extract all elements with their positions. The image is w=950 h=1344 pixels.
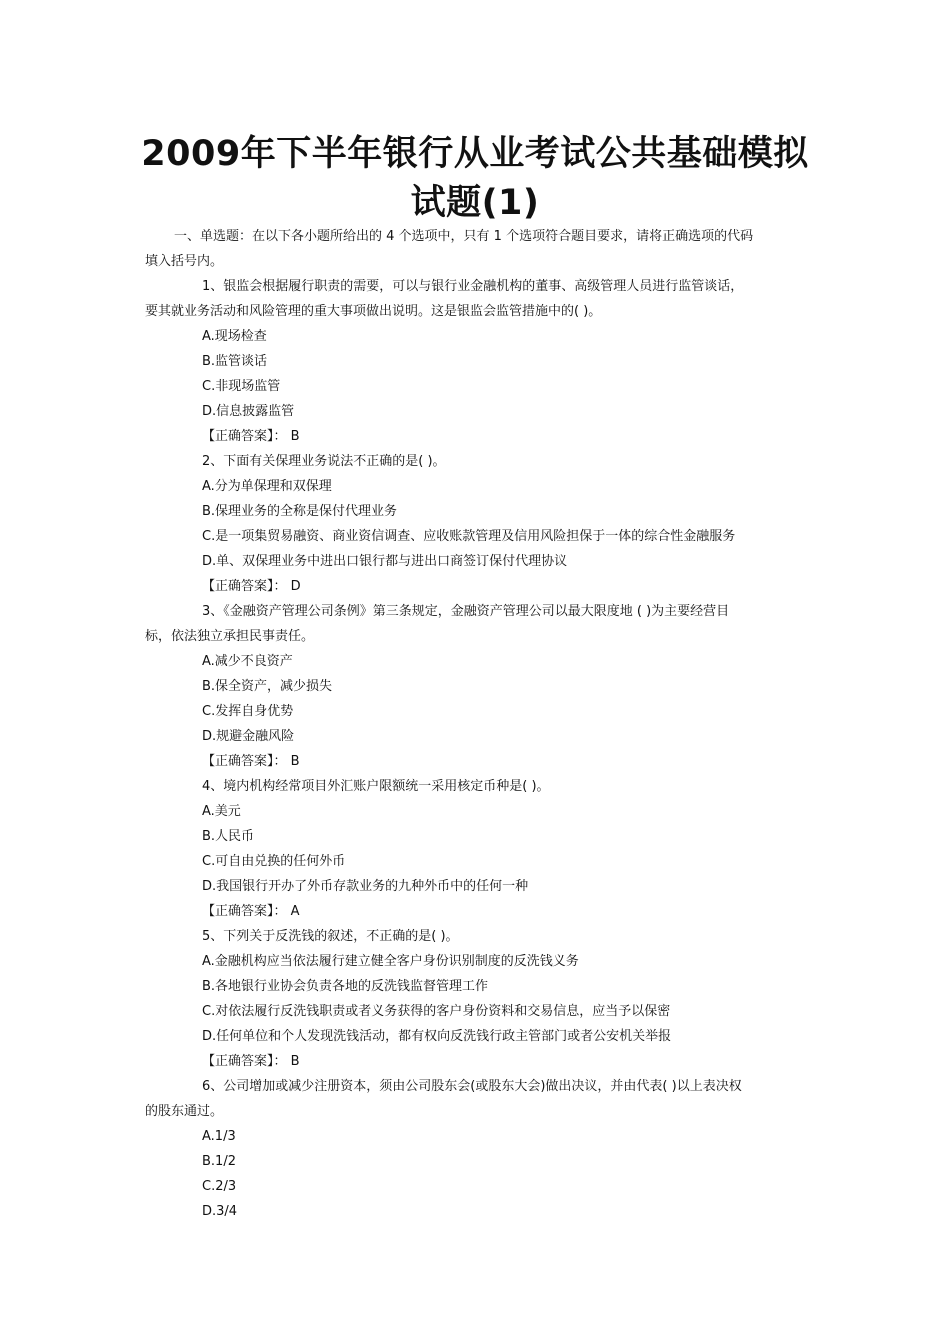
question-6-option-a: A.1/3 [202,1129,236,1144]
question-1-option-a: A.现场检查 [202,329,267,344]
question-3-option-d: D.规避金融风险 [202,729,295,744]
question-5-option-b: B.各地银行业协会负责各地的反洗钱监督管理工作 [202,979,489,994]
question-4-option-a: A.美元 [202,804,241,819]
question-2-option-a: A.分为单保理和双保理 [202,479,332,494]
question-6-option-b: B.1/2 [202,1154,236,1169]
question-3-line-2: 标，依法独立承担民事责任。 [145,629,315,644]
question-1-answer: 【正确答案】： B [202,429,300,444]
question-1-line-1: 1、银监会根据履行职责的需要，可以与银行业金融机构的董事、高级管理人员进行监管谈话， [202,279,744,294]
question-4-option-d: D.我国银行开办了外币存款业务的九种外币中的任何一种 [202,879,529,894]
question-1-option-b: B.监管谈话 [202,354,268,369]
question-1-line-2: 要其就业务活动和风险管理的重大事项做出说明。这是银监会监管措施中的( )。 [145,304,602,319]
question-3-line-1: 3、《金融资产管理公司条例》第三条规定，金融资产管理公司以最大限度地 ( )为主要经营目 [202,604,730,619]
instruction-line-1: 一、单选题：在以下各小题所给出的 4 个选项中，只有 1 个选项符合题目要求，请将正确选项的代码 [174,229,754,244]
question-6-line-1: 6、公司增加或减少注册资本，须由公司股东会(或股东大会)做出决议，并由代表( )以上表决权 [202,1079,742,1094]
question-5-option-c: C.对依法履行反洗钱职责或者义务获得的客户身份资料和交易信息，应当予以保密 [202,1004,671,1019]
question-3-option-b: B.保全资产，减少损失 [202,679,333,694]
question-3-answer: 【正确答案】： B [202,754,300,769]
question-5-option-d: D.任何单位和个人发现洗钱活动，都有权向反洗钱行政主管部门或者公安机关举报 [202,1029,672,1044]
question-6-line-2: 的股东通过。 [145,1104,224,1119]
question-4-option-b: B.人民币 [202,829,255,844]
question-2-answer: 【正确答案】： D [202,579,301,594]
question-5-stem: 5、下列关于反洗钱的叙述，不正确的是( )。 [202,929,459,944]
document-title-line-1: 2009年下半年银行从业考试公共基础模拟 [141,134,809,174]
question-6-option-d: D.3/4 [202,1204,238,1219]
question-3-option-a: A.减少不良资产 [202,654,293,669]
question-2-option-b: B.保理业务的全称是保付代理业务 [202,504,398,519]
document-title-line-2: 试题(1) [410,183,540,223]
question-4-stem: 4、境内机构经常项目外汇账户限额统一采用核定币种是( )。 [202,779,550,794]
question-6-option-c: C.2/3 [202,1179,237,1194]
question-2-stem: 2、下面有关保理业务说法不正确的是( )。 [202,454,446,469]
question-1-option-c: C.非现场监管 [202,379,281,394]
question-2-option-d: D.单、双保理业务中进出口银行都与进出口商签订保付代理协议 [202,554,568,569]
instruction-line-2: 填入括号内。 [145,254,224,269]
question-1-option-d: D.信息披露监管 [202,404,295,419]
question-5-answer: 【正确答案】： B [202,1054,300,1069]
question-5-option-a: A.金融机构应当依法履行建立健全客户身份识别制度的反洗钱义务 [202,954,579,969]
question-4-option-c: C.可自由兑换的任何外币 [202,854,346,869]
question-4-answer: 【正确答案】： A [202,904,300,919]
question-2-option-c: C.是一项集贸易融资、商业资信调查、应收账款管理及信用风险担保于一体的综合性金融服务 [202,529,736,544]
question-3-option-c: C.发挥自身优势 [202,704,294,719]
